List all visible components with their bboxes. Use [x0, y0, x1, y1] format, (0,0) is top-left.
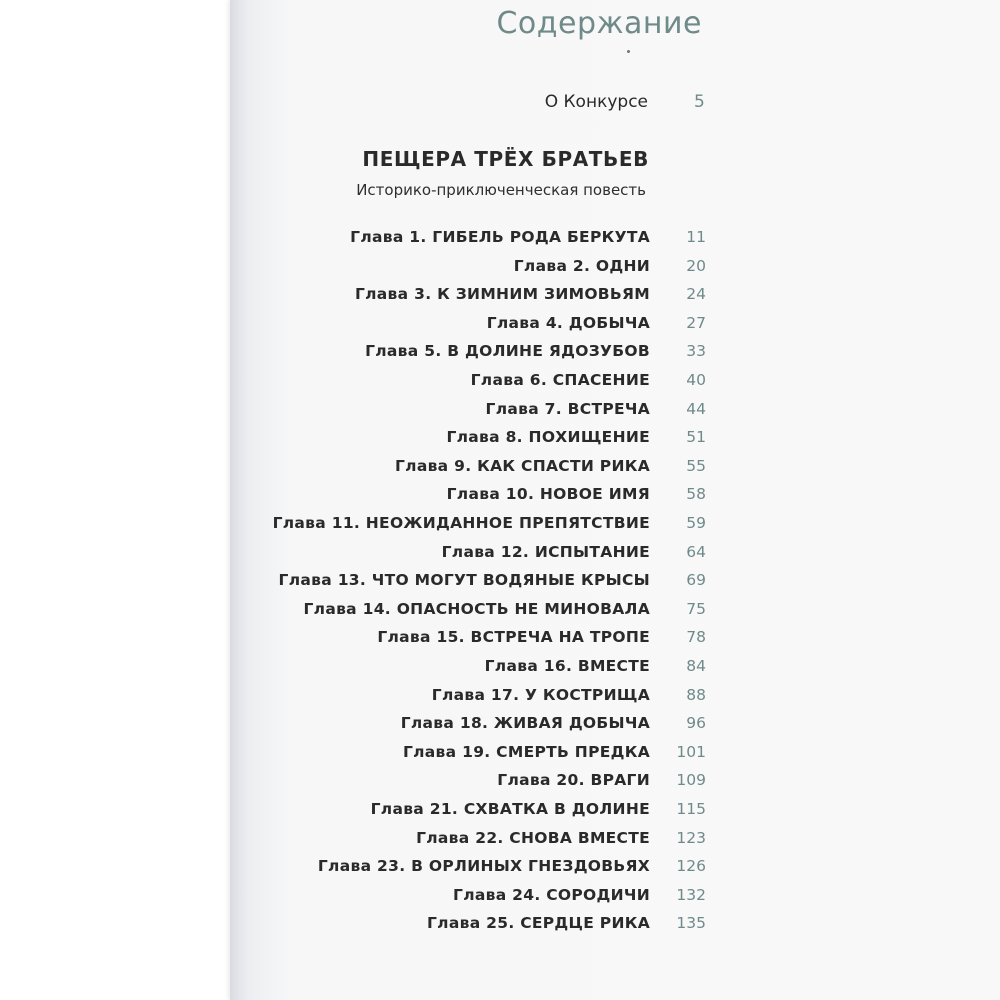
story-subtitle: Историко-приключенческая повесть — [356, 181, 646, 199]
toc-entry — [0, 314, 1000, 342]
toc-entry-title: Глава 6. СПАСЕНИЕ — [470, 371, 650, 389]
toc-entry-page: 109 — [676, 771, 706, 790]
toc-entry-page: 59 — [686, 514, 706, 532]
toc-entry-title: Глава 10. НОВОЕ ИМЯ — [446, 485, 650, 504]
toc-entry-page: 40 — [686, 371, 706, 389]
toc-entry-title: Глава 5. В ДОЛИНЕ ЯДОЗУБОВ — [365, 342, 650, 361]
toc-entry — [0, 686, 1000, 714]
toc-entry-page: 135 — [676, 914, 706, 933]
toc-entry-title: Глава 20. ВРАГИ — [497, 771, 650, 790]
toc-entry-page: 75 — [686, 599, 706, 618]
toc-entry-title: Глава 11. НЕОЖИДАННОЕ ПРЕПЯТСТВИЕ — [272, 514, 650, 532]
toc-entry-title: Глава 16. ВМЕСТЕ — [484, 657, 650, 675]
toc-entry-page: 126 — [676, 857, 706, 876]
toc-entry-title: Глава 23. В ОРЛИНЫХ ГНЕЗДОВЬЯХ — [317, 857, 650, 876]
toc-entry-title: Глава 8. ПОХИЩЕНИЕ — [446, 428, 650, 447]
toc-entry-title: Глава 18. ЖИВАЯ ДОБЫЧА — [400, 714, 650, 733]
toc-entry — [0, 571, 1000, 599]
toc-entry-title: Глава 13. ЧТО МОГУТ ВОДЯНЫЕ КРЫСЫ — [278, 571, 650, 590]
toc-entry-page: 11 — [686, 228, 706, 246]
toc-entry — [0, 829, 1000, 857]
toc-entry-page: 96 — [686, 714, 706, 733]
toc-entry-page: 20 — [686, 256, 706, 275]
toc-entry-page: 64 — [686, 542, 706, 561]
toc-entry-page: 84 — [686, 657, 706, 675]
story-title: ПЕЩЕРА ТРЁХ БРАТЬЕВ — [362, 147, 649, 171]
toc-entry — [0, 714, 1000, 742]
toc-entry-title: Глава 21. СХВАТКА В ДОЛИНЕ — [370, 800, 650, 818]
toc-entry-title: Глава 19. СМЕРТЬ ПРЕДКА — [402, 742, 650, 761]
toc-entry-page: 88 — [686, 685, 706, 704]
page-title: Содержание — [496, 6, 702, 41]
toc-entry-page: 132 — [676, 885, 706, 904]
toc-entry-page: 115 — [676, 800, 706, 818]
toc-entry-page: 78 — [686, 628, 706, 647]
toc-entry — [0, 771, 1000, 799]
toc-entry — [0, 257, 1000, 285]
toc-entry — [0, 285, 1000, 313]
toc-entry — [0, 485, 1000, 513]
toc-entry — [0, 514, 1000, 542]
toc-entry — [0, 914, 1000, 942]
toc-entry — [0, 342, 1000, 370]
toc-entry-title: Глава 24. СОРОДИЧИ — [453, 885, 650, 904]
toc-entry-title: Глава 15. ВСТРЕЧА НА ТРОПЕ — [377, 628, 650, 647]
toc-entry-page: 58 — [686, 485, 706, 504]
toc-entry-title: Глава 9. КАК СПАСТИ РИКА — [394, 456, 650, 475]
toc-entry-title: Глава 2. ОДНИ — [513, 256, 650, 275]
toc-intro-label: О Конкурсе — [544, 92, 648, 112]
toc-entry-title: Глава 3. К ЗИМНИМ ЗИМОВЬЯМ — [354, 285, 650, 304]
toc-entry-page: 101 — [676, 742, 706, 761]
toc-entry — [0, 857, 1000, 885]
toc-entry-page: 24 — [686, 285, 706, 304]
toc-entry-title: Глава 7. ВСТРЕЧА — [485, 399, 650, 418]
toc-entry — [0, 457, 1000, 485]
toc-entry — [0, 628, 1000, 656]
toc-entry — [0, 886, 1000, 914]
toc-entry-page: 123 — [676, 828, 706, 847]
toc-entry-page: 51 — [686, 428, 706, 447]
toc-entry-title: Глава 1. ГИБЕЛЬ РОДА БЕРКУТА — [350, 228, 650, 246]
toc-entry — [0, 743, 1000, 771]
toc-entry-page: 44 — [686, 399, 706, 418]
toc-entry — [0, 657, 1000, 685]
toc-entry-title: Глава 22. СНОВА ВМЕСТЕ — [416, 828, 650, 847]
toc-entry — [0, 228, 1000, 256]
toc-entry-title: Глава 4. ДОБЫЧА — [486, 313, 650, 332]
toc-entry — [0, 600, 1000, 628]
toc-entry — [0, 543, 1000, 571]
toc-entry-page: 33 — [686, 342, 706, 361]
toc-entry — [0, 800, 1000, 828]
toc-entry-title: Глава 25. СЕРДЦЕ РИКА — [427, 914, 650, 933]
toc-entry-title: Глава 17. У КОСТРИЩА — [431, 685, 650, 704]
toc-entry-page: 69 — [686, 571, 706, 590]
toc-entry-page: 55 — [686, 456, 706, 475]
toc-entry-title: Глава 14. ОПАСНОСТЬ НЕ МИНОВАЛА — [303, 599, 650, 618]
toc-intro-page: 5 — [694, 92, 705, 112]
toc-entry — [0, 400, 1000, 428]
toc-entry — [0, 371, 1000, 399]
toc-entry-title: Глава 12. ИСПЫТАНИЕ — [441, 542, 650, 561]
toc-entry-page: 27 — [686, 313, 706, 332]
toc-entry — [0, 428, 1000, 456]
